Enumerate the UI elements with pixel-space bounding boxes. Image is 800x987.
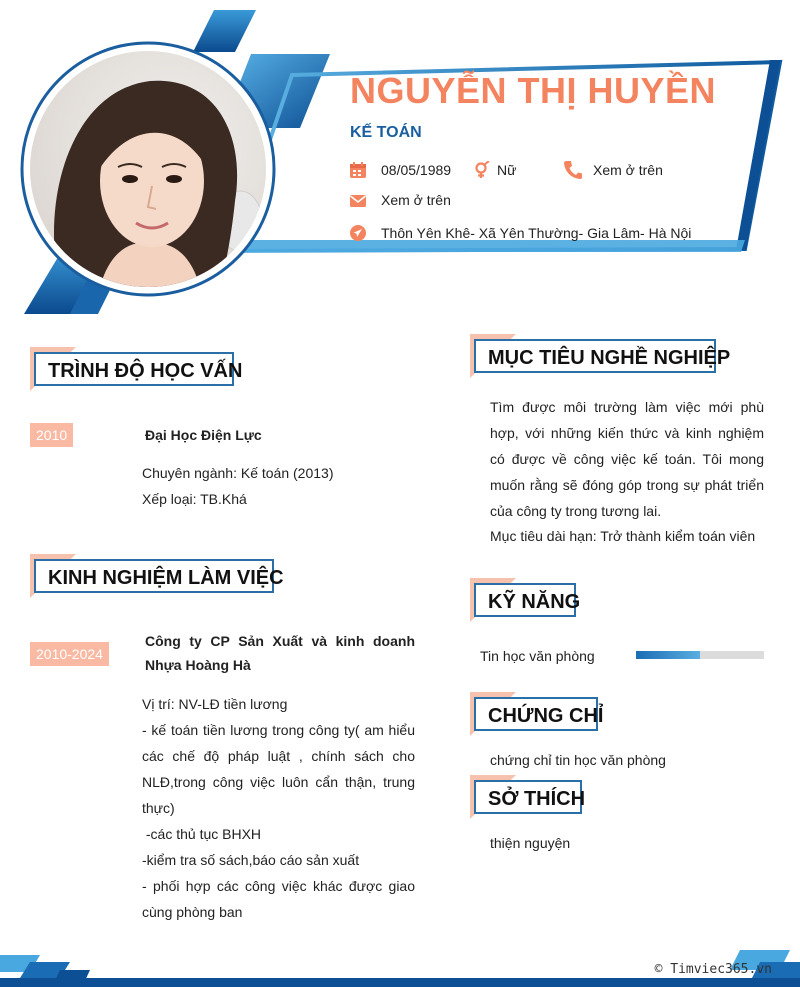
- avatar: [30, 51, 266, 287]
- experience-years: 2010-2024: [30, 642, 109, 666]
- education-year: 2010: [30, 423, 73, 447]
- gender-icon: [473, 161, 491, 179]
- calendar-icon: [349, 161, 367, 179]
- skill-level-fill: [636, 651, 700, 659]
- skill-name: Tin học văn phòng: [480, 648, 595, 664]
- skill-level-bar: [636, 651, 764, 659]
- education-grade: Xếp loại: TB.Khá: [142, 491, 247, 507]
- certificate-item: chứng chỉ tin học văn phòng: [490, 752, 666, 768]
- experience-company: Công ty CP Sản Xuất và kinh doanh Nhựa Hoàng Hà: [145, 633, 415, 673]
- footer-copyright[interactable]: © Timviec365.vn: [654, 962, 772, 977]
- email[interactable]: Xem ở trên: [381, 192, 451, 208]
- hobbies-title: SỞ THÍCH: [474, 780, 582, 814]
- education-school: Đại Học Điện Lực: [145, 427, 262, 443]
- address: Thôn Yên Khê- Xã Yên Thường- Gia Lâm- Hà Nội: [381, 225, 692, 241]
- phone-icon: [563, 160, 583, 180]
- experience-line: Vị trí: NV-LĐ tiền lương: [142, 696, 288, 712]
- hobby-item: thiện nguyện: [490, 835, 571, 851]
- objective-text: Tìm được môi trường làm việc mới phù hợp, với những kiến thức và kinh nghiệm có được về công việc kế toán. Tôi mong muốn rằng sẽ đóng góp trong sự phát triển của công ty trong tương lai.: [490, 399, 764, 519]
- experience-line: - phối hợp các công việc khác được giao cùng phòng ban: [142, 878, 415, 920]
- experience-line: -kiểm tra số sách,báo cáo sản xuất: [142, 852, 360, 868]
- gender: Nữ: [497, 162, 517, 178]
- experience-details: [142, 691, 415, 925]
- job-title: KẾ TOÁN: [350, 124, 422, 141]
- location-icon: [349, 224, 367, 242]
- certificates-title: CHỨNG CHỈ: [474, 697, 598, 731]
- experience-line: -các thủ tục BHXH: [142, 826, 262, 842]
- education-major: Chuyên ngành: Kế toán (2013): [142, 465, 334, 481]
- birthdate: 08/05/1989: [381, 162, 452, 178]
- objective-long-term: Mục tiêu dài hạn: Trở thành kiểm toán viên: [490, 528, 756, 544]
- candidate-name: NGUYỄN THỊ HUYỀN: [350, 70, 717, 111]
- skills-title: KỸ NĂNG: [474, 583, 576, 617]
- email-icon: [349, 192, 367, 210]
- experience-title: KINH NGHIỆM LÀM VIỆC: [34, 559, 274, 593]
- experience-line: - kế toán tiền lương trong công ty( am hiểu các chế độ pháp luật , chính sách cho NLĐ,trong công việc luôn cẩn thận, trung thực): [142, 722, 415, 816]
- education-title: TRÌNH ĐỘ HỌC VẤN: [34, 352, 234, 386]
- phone[interactable]: Xem ở trên: [593, 162, 663, 178]
- objective-title: MỤC TIÊU NGHỀ NGHIỆP: [474, 339, 716, 373]
